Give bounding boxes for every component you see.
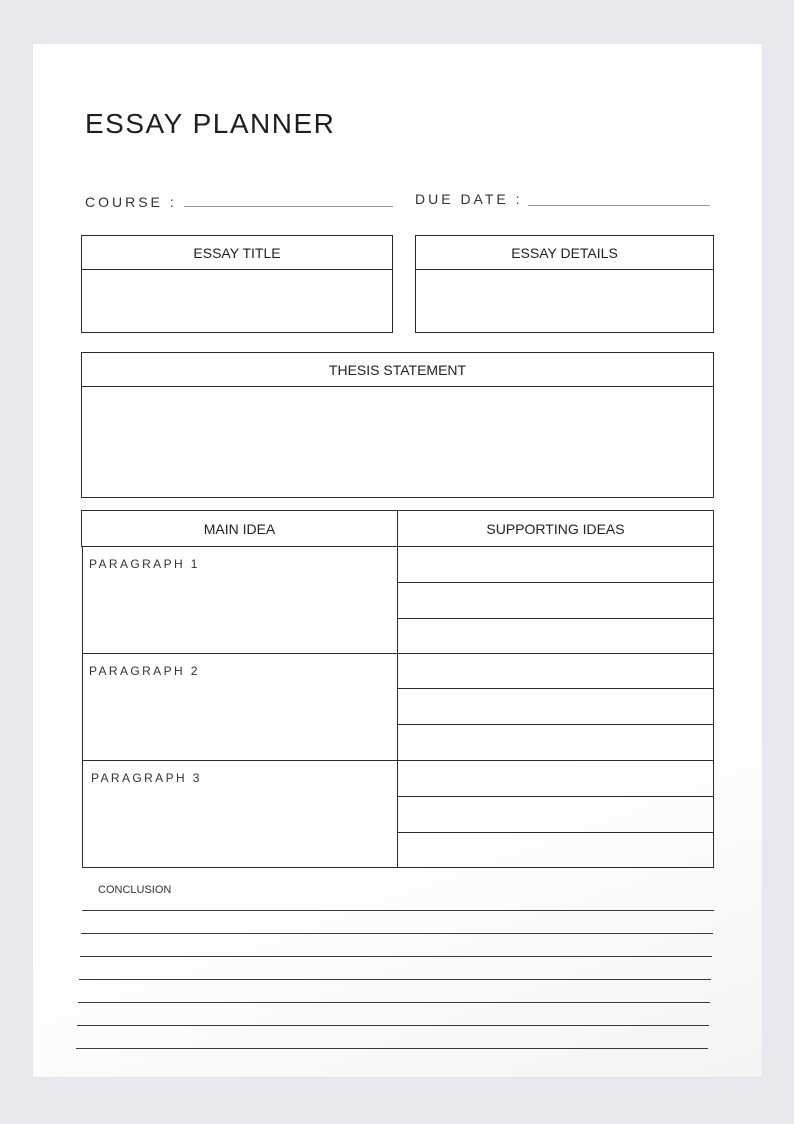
support-line-1-1[interactable] (397, 546, 714, 583)
thesis-statement-heading: THESIS STATEMENT (82, 353, 713, 387)
conclusion-line-3[interactable] (80, 956, 712, 957)
support-line-3-1[interactable] (397, 760, 714, 797)
support-line-1-2[interactable] (397, 582, 714, 619)
conclusion-line-4[interactable] (79, 979, 711, 980)
support-line-3-3[interactable] (397, 832, 714, 868)
paragraph-2-cell[interactable] (82, 653, 398, 761)
support-line-1-3[interactable] (397, 618, 714, 654)
essay-details-box[interactable] (415, 235, 714, 333)
conclusion-line-2[interactable] (81, 933, 713, 934)
thesis-statement-box[interactable] (81, 352, 714, 498)
conclusion-line-1[interactable] (82, 910, 714, 911)
paragraph-3-label: PARAGRAPH 3 (91, 771, 202, 785)
due-date-field-line[interactable] (528, 205, 710, 206)
essay-title-heading: ESSAY TITLE (82, 236, 392, 270)
essay-title-box[interactable] (81, 235, 393, 333)
supporting-ideas-header: SUPPORTING IDEAS (397, 510, 714, 547)
paragraph-2-label: PARAGRAPH 2 (89, 664, 200, 678)
conclusion-line-5[interactable] (78, 1002, 710, 1003)
planner-page (33, 44, 762, 1077)
paragraph-3-cell[interactable] (82, 760, 398, 868)
conclusion-label: CONCLUSION (98, 884, 172, 896)
support-line-3-2[interactable] (397, 796, 714, 833)
conclusion-line-7[interactable] (76, 1048, 708, 1049)
paragraph-1-label: PARAGRAPH 1 (89, 557, 200, 571)
support-line-2-1[interactable] (397, 653, 714, 689)
main-idea-header: MAIN IDEA (81, 510, 398, 547)
course-field-line[interactable] (184, 206, 393, 207)
support-line-2-3[interactable] (397, 724, 714, 761)
due-date-label: DUE DATE : (415, 191, 523, 207)
course-label: COURSE : (85, 194, 177, 210)
conclusion-line-6[interactable] (77, 1025, 709, 1026)
paragraph-1-cell[interactable] (82, 546, 398, 654)
essay-details-heading: ESSAY DETAILS (416, 236, 713, 270)
support-line-2-2[interactable] (397, 688, 714, 725)
page-title: ESSAY PLANNER (85, 108, 336, 139)
